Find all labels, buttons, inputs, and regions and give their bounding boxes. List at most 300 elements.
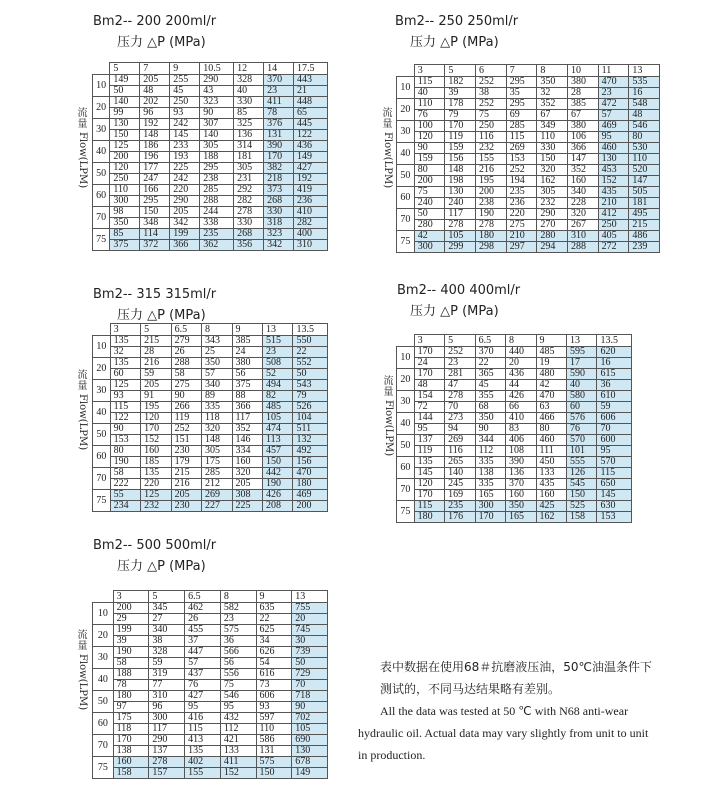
- flow-rate-cell: 30: [397, 121, 415, 143]
- torque-cell: 421: [220, 735, 256, 746]
- flow-axis-label-250: [382, 108, 393, 188]
- torque-cell: 462: [185, 603, 221, 614]
- torque-cell: 390: [264, 141, 294, 152]
- torque-cell: 455: [185, 625, 221, 636]
- flow-rate-cell: 75: [397, 501, 415, 523]
- torque-cell: 159: [445, 143, 476, 154]
- speed-cell: 43: [200, 86, 234, 97]
- speed-cell: 38: [149, 636, 185, 647]
- test-note-chinese: 表中数据在使用68＃抗磨液压油，50℃油温条件下测试的，不同马达结果略有差别。: [380, 660, 653, 696]
- torque-cell: 445: [294, 119, 328, 130]
- speed-cell: 122: [110, 413, 140, 424]
- torque-cell: 278: [445, 391, 475, 402]
- torque-cell: 460: [598, 143, 629, 154]
- torque-cell: 375: [232, 380, 262, 391]
- table-row: [397, 198, 660, 209]
- speed-cell: 79: [293, 391, 328, 402]
- torque-cell: 305: [200, 141, 234, 152]
- torque-cell: 470: [293, 468, 328, 479]
- flow-rate-cell: 30: [93, 380, 111, 402]
- torque-cell: 411: [264, 97, 294, 108]
- table-row: [93, 119, 328, 130]
- speed-cell: 73: [256, 680, 292, 691]
- pressure-header-cell: 6.5: [185, 591, 221, 603]
- speed-cell: 80: [536, 424, 566, 435]
- flow-rate-cell: 10: [397, 347, 415, 369]
- speed-cell: 119: [414, 446, 444, 457]
- speed-cell: 63: [536, 402, 566, 413]
- flow-label-cn: 流量: [77, 370, 88, 392]
- table-row: [397, 209, 660, 220]
- torque-cell: 552: [293, 358, 328, 369]
- torque-cell: 230: [171, 446, 201, 457]
- torque-cell: 437: [185, 669, 221, 680]
- flow-rate-cell: 70: [93, 468, 111, 490]
- speed-cell: 70: [597, 424, 632, 435]
- torque-cell: 470: [536, 391, 566, 402]
- speed-cell: 310: [294, 240, 328, 251]
- torque-cell: 269: [202, 490, 232, 501]
- torque-cell: 215: [171, 468, 201, 479]
- speed-cell: 28: [568, 88, 599, 99]
- speed-cell: 58: [113, 658, 149, 669]
- speed-cell: 76: [185, 680, 221, 691]
- speed-cell: 75: [220, 680, 256, 691]
- pressure-header-cell: 9: [232, 324, 262, 336]
- torque-cell: 148: [445, 165, 476, 176]
- table-row: [93, 380, 328, 391]
- table-row: [397, 457, 632, 468]
- torque-cell: 115: [110, 402, 140, 413]
- speed-cell: 59: [141, 369, 171, 380]
- pressure-header-cell: 13.5: [293, 324, 328, 336]
- table-row: [397, 435, 632, 446]
- torque-cell: 495: [629, 209, 660, 220]
- torque-cell: 340: [202, 380, 232, 391]
- torque-cell: 406: [506, 435, 536, 446]
- flow-rate-cell: 40: [397, 143, 415, 165]
- table-row: [397, 391, 632, 402]
- table-row: [397, 358, 632, 369]
- torque-cell: 330: [264, 207, 294, 218]
- flow-label-cn: 流量: [77, 108, 88, 130]
- torque-cell: 305: [537, 187, 568, 198]
- table-row: [93, 424, 328, 435]
- table-row: [93, 240, 328, 251]
- torque-cell: 244: [200, 207, 234, 218]
- speed-cell: 91: [141, 391, 171, 402]
- table-title-500: Bm2-- 500 500ml/r: [93, 538, 217, 553]
- pressure-header-cell: 14: [264, 63, 294, 75]
- speed-cell: 288: [568, 242, 599, 253]
- table-row: [93, 152, 328, 163]
- torque-cell: 436: [506, 369, 536, 380]
- header-corner: [93, 324, 111, 336]
- torque-cell: 202: [140, 97, 170, 108]
- pressure-header-cell: 5: [141, 324, 171, 336]
- speed-cell: 56: [232, 369, 262, 380]
- speed-cell: 57: [598, 110, 629, 121]
- speed-cell: 80: [629, 132, 660, 143]
- pressure-header-cell: 8: [506, 335, 536, 347]
- speed-cell: 236: [294, 196, 328, 207]
- torque-cell: 115: [414, 501, 444, 512]
- speed-cell: 28: [141, 347, 171, 358]
- speed-cell: 165: [475, 490, 505, 501]
- pressure-header-cell: 17.5: [294, 63, 328, 75]
- torque-cell: 135: [141, 468, 171, 479]
- pressure-header-cell: 8: [537, 65, 568, 77]
- speed-cell: 268: [264, 196, 294, 207]
- performance-table-250: [396, 64, 660, 253]
- speed-cell: 117: [232, 413, 262, 424]
- torque-cell: 242: [170, 119, 200, 130]
- table-row: [397, 413, 632, 424]
- table-row: [397, 369, 632, 380]
- table-row: [93, 713, 328, 724]
- torque-cell: 160: [113, 757, 149, 768]
- torque-cell: 305: [234, 163, 264, 174]
- speed-cell: 39: [445, 88, 476, 99]
- flow-rate-cell: 20: [93, 625, 114, 647]
- torque-cell: 355: [475, 391, 505, 402]
- speed-cell: 104: [293, 413, 328, 424]
- flow-rate-cell: 40: [93, 402, 111, 424]
- torque-cell: 330: [537, 143, 568, 154]
- torque-cell: 170: [445, 121, 476, 132]
- speed-cell: 116: [445, 446, 475, 457]
- torque-cell: 290: [200, 75, 234, 86]
- speed-cell: 362: [200, 240, 234, 251]
- speed-cell: 208: [262, 501, 292, 512]
- speed-cell: 47: [445, 380, 475, 391]
- table-row: [93, 724, 328, 735]
- flow-rate-cell: 10: [397, 77, 415, 99]
- speed-cell: 93: [170, 108, 200, 119]
- speed-cell: 228: [568, 198, 599, 209]
- torque-cell: 295: [200, 163, 234, 174]
- pressure-header-cell: 5: [149, 591, 185, 603]
- torque-cell: 90: [414, 143, 445, 154]
- speed-cell: 156: [293, 457, 328, 468]
- flow-rate-cell: 50: [93, 424, 111, 446]
- speed-cell: 23: [264, 86, 294, 97]
- torque-cell: 120: [110, 163, 140, 174]
- speed-cell: 170: [475, 512, 505, 523]
- torque-cell: 210: [506, 231, 537, 242]
- speed-cell: 150: [262, 457, 292, 468]
- pressure-header-cell: 10.5: [200, 63, 234, 75]
- speed-cell: 89: [202, 391, 232, 402]
- flow-rate-cell: 30: [397, 391, 415, 413]
- speed-cell: 29: [113, 614, 149, 625]
- pressure-header-cell: 3: [414, 335, 444, 347]
- speed-cell: 299: [445, 242, 476, 253]
- torque-cell: 548: [629, 99, 660, 110]
- table-row: [93, 746, 328, 757]
- torque-cell: 466: [536, 413, 566, 424]
- speed-cell: 95: [220, 702, 256, 713]
- torque-cell: 205: [171, 490, 201, 501]
- torque-cell: 412: [598, 209, 629, 220]
- table-row: [397, 154, 660, 165]
- speed-cell: 288: [200, 196, 234, 207]
- torque-cell: 485: [262, 402, 292, 413]
- speed-cell: 94: [445, 424, 475, 435]
- speed-cell: 232: [141, 501, 171, 512]
- torque-cell: 550: [293, 336, 328, 347]
- speed-cell: 140: [445, 468, 475, 479]
- speed-cell: 36: [597, 380, 632, 391]
- torque-cell: 115: [414, 77, 445, 88]
- torque-cell: 352: [232, 424, 262, 435]
- speed-cell: 222: [110, 479, 140, 490]
- torque-cell: 410: [294, 207, 328, 218]
- speed-cell: 95: [598, 132, 629, 143]
- table-row: [397, 501, 632, 512]
- pressure-header-cell: 8: [202, 324, 232, 336]
- torque-cell: 300: [149, 713, 185, 724]
- speed-cell: 95: [414, 424, 444, 435]
- speed-cell: 16: [597, 358, 632, 369]
- speed-cell: 93: [110, 391, 140, 402]
- speed-cell: 78: [264, 108, 294, 119]
- torque-cell: 190: [476, 209, 507, 220]
- torque-cell: 320: [202, 424, 232, 435]
- torque-cell: 425: [536, 501, 566, 512]
- speed-cell: 108: [506, 446, 536, 457]
- torque-cell: 137: [414, 435, 444, 446]
- speed-cell: 240: [414, 198, 445, 209]
- speed-cell: 26: [185, 614, 221, 625]
- table-row: [397, 402, 632, 413]
- torque-cell: 180: [113, 691, 149, 702]
- flow-rate-cell: 75: [93, 490, 111, 512]
- speed-cell: 40: [414, 88, 445, 99]
- flow-rate-cell: 30: [93, 647, 114, 669]
- table-row: [397, 380, 632, 391]
- speed-cell: 40: [566, 380, 596, 391]
- speed-cell: 79: [445, 110, 476, 121]
- speed-cell: 294: [537, 242, 568, 253]
- torque-cell: 170: [414, 369, 444, 380]
- speed-cell: 192: [294, 174, 328, 185]
- torque-cell: 352: [568, 165, 599, 176]
- table-row: [93, 358, 328, 369]
- torque-cell: 469: [598, 121, 629, 132]
- table-row: [93, 735, 328, 746]
- table-row: [93, 86, 328, 97]
- pressure-header-cell: 6.5: [171, 324, 201, 336]
- flow-rate-cell: 75: [93, 757, 114, 779]
- flow-rate-cell: 30: [93, 119, 110, 141]
- torque-cell: 350: [506, 501, 536, 512]
- torque-cell: 450: [536, 457, 566, 468]
- speed-cell: 133: [536, 468, 566, 479]
- table-row: [397, 176, 660, 187]
- torque-cell: 268: [234, 229, 264, 240]
- torque-cell: 245: [445, 479, 475, 490]
- torque-cell: 344: [475, 435, 505, 446]
- speed-cell: 372: [140, 240, 170, 251]
- torque-cell: 323: [264, 229, 294, 240]
- pressure-header-cell: 6: [476, 65, 507, 77]
- flow-rate-cell: 10: [93, 75, 110, 97]
- torque-cell: 480: [536, 369, 566, 380]
- torque-cell: 269: [506, 143, 537, 154]
- torque-cell: 130: [110, 119, 140, 130]
- speed-cell: 70: [445, 402, 475, 413]
- speed-cell: 23: [262, 347, 292, 358]
- speed-cell: 112: [475, 446, 505, 457]
- pressure-header-row: [397, 65, 660, 77]
- table-row: [93, 757, 328, 768]
- speed-cell: 70: [292, 680, 328, 691]
- torque-cell: 525: [566, 501, 596, 512]
- speed-cell: 82: [262, 391, 292, 402]
- torque-cell: 130: [445, 187, 476, 198]
- torque-cell: 149: [110, 75, 140, 86]
- flow-rate-cell: 40: [93, 141, 110, 163]
- speed-cell: 22: [293, 347, 328, 358]
- table-title-250: Bm2-- 250 250ml/r: [395, 14, 519, 29]
- torque-cell: 273: [445, 413, 475, 424]
- table-row: [93, 196, 328, 207]
- torque-cell: 600: [597, 435, 632, 446]
- speed-cell: 375: [110, 240, 140, 251]
- speed-cell: 231: [234, 174, 264, 185]
- speed-cell: 76: [566, 424, 596, 435]
- table-row: [93, 185, 328, 196]
- torque-cell: 440: [506, 347, 536, 358]
- torque-cell: 144: [414, 413, 444, 424]
- torque-cell: 177: [140, 163, 170, 174]
- table-row: [93, 413, 328, 424]
- torque-cell: 285: [506, 121, 537, 132]
- flow-rate-cell: 10: [93, 336, 111, 358]
- speed-cell: 220: [141, 479, 171, 490]
- speed-cell: 119: [445, 132, 476, 143]
- flow-rate-cell: 70: [93, 735, 114, 757]
- torque-cell: 597: [256, 713, 292, 724]
- speed-cell: 25: [202, 347, 232, 358]
- torque-cell: 442: [262, 468, 292, 479]
- torque-cell: 526: [293, 402, 328, 413]
- speed-cell: 42: [536, 380, 566, 391]
- flow-rate-cell: 60: [397, 457, 415, 479]
- torque-cell: 511: [293, 424, 328, 435]
- speed-cell: 215: [629, 220, 660, 231]
- table-row: [93, 768, 328, 779]
- table-row: [397, 132, 660, 143]
- torque-cell: 320: [568, 209, 599, 220]
- table-row: [93, 130, 328, 141]
- speed-cell: 59: [597, 402, 632, 413]
- speed-cell: 366: [170, 240, 200, 251]
- speed-cell: 247: [140, 174, 170, 185]
- speed-cell: 151: [171, 435, 201, 446]
- flow-rate-cell: 10: [93, 603, 114, 625]
- torque-cell: 190: [113, 647, 149, 658]
- speed-cell: 156: [445, 154, 476, 165]
- table-row: [397, 479, 632, 490]
- speed-cell: 180: [414, 512, 444, 523]
- speed-cell: 278: [476, 220, 507, 231]
- speed-cell: 175: [202, 457, 232, 468]
- speed-cell: 36: [220, 636, 256, 647]
- speed-cell: 34: [256, 636, 292, 647]
- speed-cell: 95: [597, 446, 632, 457]
- torque-cell: 178: [445, 99, 476, 110]
- torque-cell: 328: [149, 647, 185, 658]
- torque-cell: 470: [598, 77, 629, 88]
- torque-cell: 290: [149, 735, 185, 746]
- pressure-header-cell: 8: [220, 591, 256, 603]
- torque-cell: 546: [220, 691, 256, 702]
- flow-rate-cell: 75: [397, 231, 415, 253]
- speed-cell: 112: [220, 724, 256, 735]
- speed-cell: 147: [568, 154, 599, 165]
- speed-cell: 45: [475, 380, 505, 391]
- speed-cell: 131: [264, 130, 294, 141]
- speed-cell: 27: [149, 614, 185, 625]
- header-corner: [397, 335, 415, 347]
- torque-cell: 543: [293, 380, 328, 391]
- torque-cell: 380: [232, 358, 262, 369]
- flow-label-cn: 流量: [383, 376, 394, 398]
- speed-cell: 155: [185, 768, 221, 779]
- table-row: [397, 165, 660, 176]
- table-row: [93, 391, 328, 402]
- torque-cell: 170: [414, 347, 444, 358]
- torque-cell: 419: [294, 185, 328, 196]
- torque-cell: 300: [475, 501, 505, 512]
- torque-cell: 280: [537, 231, 568, 242]
- speed-cell: 170: [264, 152, 294, 163]
- speed-cell: 148: [202, 435, 232, 446]
- speed-cell: 250: [110, 174, 140, 185]
- speed-cell: 272: [598, 242, 629, 253]
- speed-cell: 342: [264, 240, 294, 251]
- torque-cell: 469: [293, 490, 328, 501]
- pressure-header-cell: 9: [536, 335, 566, 347]
- speed-cell: 126: [566, 468, 596, 479]
- table-row: [397, 187, 660, 198]
- table-row: [397, 468, 632, 479]
- torque-cell: 252: [445, 347, 475, 358]
- table-row: [397, 77, 660, 88]
- speed-cell: 145: [170, 130, 200, 141]
- speed-cell: 67: [568, 110, 599, 121]
- speed-cell: 21: [294, 86, 328, 97]
- table-row: [93, 402, 328, 413]
- speed-cell: 69: [506, 110, 537, 121]
- torque-cell: 453: [598, 165, 629, 176]
- torque-cell: 718: [292, 691, 328, 702]
- speed-cell: 97: [113, 702, 149, 713]
- torque-cell: 365: [475, 369, 505, 380]
- torque-cell: 58: [110, 468, 140, 479]
- torque-cell: 205: [170, 207, 200, 218]
- torque-cell: 535: [629, 77, 660, 88]
- speed-cell: 298: [476, 242, 507, 253]
- torque-cell: 340: [568, 187, 599, 198]
- torque-cell: 448: [294, 97, 328, 108]
- torque-cell: 426: [506, 391, 536, 402]
- speed-cell: 101: [566, 446, 596, 457]
- speed-cell: 120: [414, 132, 445, 143]
- torque-cell: 345: [149, 603, 185, 614]
